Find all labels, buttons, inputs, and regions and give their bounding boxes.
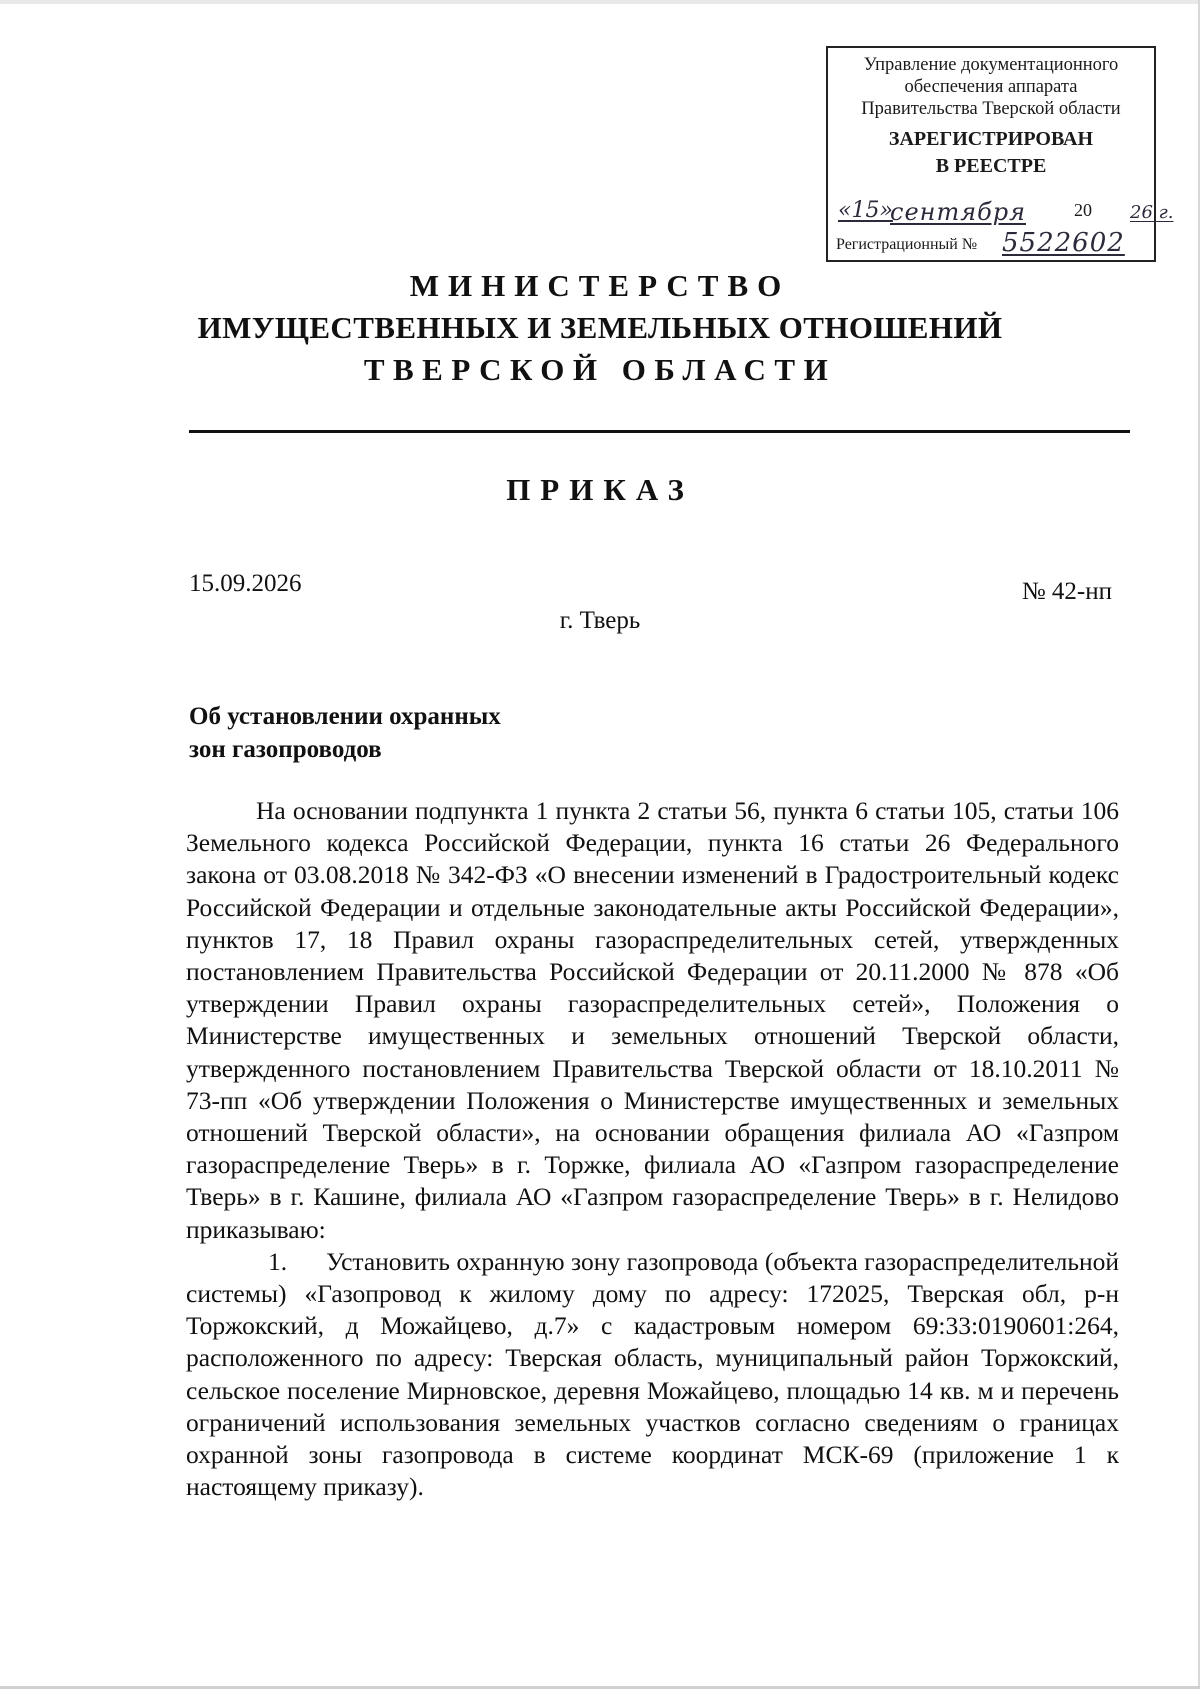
stamp-date-month: сентября bbox=[890, 198, 1027, 226]
subject-line-2: зон газопроводов bbox=[189, 736, 382, 763]
preamble-paragraph: На основании подпункта 1 пункта 2 статьи 56, пункта 6 статьи 105, статьи 106 Земельного кодекса Российской Федерации, пункта 16 статьи 26 Федерального закона от 03.08.2018 № 342-ФЗ «О внесении изменений в Градостроительный кодекс Российской Федерации и отдельные законодательные акты Российской Федерации», пунктов 17, 18 Правил охраны газораспределительных сетей, утвержденных постановлением Правительства Российской Федерации от 20.11.2000 № 878 «Об утверждении Правил охраны газораспределительных сетей», Положения о Министерстве имущественных и земельных отношений Тверской области, утвержденного постановлением Правительства Тверской области от 18.10.2011 № 73-пп «Об утверждении Положения о Министерстве имущественных и земельных отношений Тверской области», на основании обращения филиала АО «Газпром газораспределение Тверь» в г. Торжке, филиала АО «Газпром газораспределение Тверь» в г. Кашине, филиала АО «Газпром газораспределение Тверь» в г. Нелидово приказываю: bbox=[186, 796, 1119, 1244]
document-city: г. Тверь bbox=[559, 607, 641, 634]
stamp-reg-number: 5522602 bbox=[1002, 228, 1125, 258]
stamp-date-year-prefix: 20 bbox=[1074, 200, 1092, 220]
scan-edge-top bbox=[0, 0, 1200, 4]
subject-line-1: Об установлении охранных bbox=[189, 703, 501, 730]
order-item-1: 1. Установить охранную зону газопровода (объекта газораспределительной системы) «Газопровод к жилому дому по адресу: 172025, Тверская обл, р-н Торжокский, д Можайцево, д.7» с кадастровым номером 69:33:0190601:264, расположенного по адресу: Тверская область, муниципальный район Торжокский, сельское поселение Мирновское, деревня Можайцево, площадью 14 кв. м и перечень ограничений использования земельных участков согласно сведениям о границах охранной зоны газопровода в системе координат МСК-69 (приложение 1 к настоящему приказу). bbox=[186, 1246, 1119, 1502]
stamp-reg-label: Регистрационный № bbox=[836, 236, 978, 253]
stamp-date-year-suffix: 26 г. bbox=[1130, 202, 1174, 223]
document-type: ПРИКАЗ bbox=[506, 472, 694, 507]
header-divider bbox=[189, 430, 1130, 433]
ministry-title-line-3: ТВЕРСКОЙ ОБЛАСТИ bbox=[363, 352, 837, 387]
stamp-date-day: «15» bbox=[838, 198, 893, 223]
stamp-registration bbox=[836, 228, 1152, 258]
stamp-line-1: Управление документационного bbox=[863, 55, 1119, 75]
document-date: 15.09.2026 bbox=[189, 570, 302, 597]
document-number: № 42-нп bbox=[1021, 578, 1112, 605]
document-subject bbox=[189, 700, 501, 766]
ministry-title-line-2: ИМУЩЕСТВЕННЫХ И ЗЕМЕЛЬНЫХ ОТНОШЕНИЙ bbox=[197, 310, 1003, 345]
stamp-status-1: ЗАРЕГИСТРИРОВАН bbox=[888, 128, 1094, 150]
stamp-line-2: обеспечения аппарата bbox=[904, 77, 1078, 97]
ministry-title-line-1: МИНИСТЕРСТВО bbox=[409, 268, 791, 303]
document-body bbox=[186, 795, 1119, 1503]
registry-stamp bbox=[826, 46, 1174, 262]
stamp-line-3: Правительства Тверской области bbox=[861, 99, 1121, 119]
stamp-status-2: В РЕЕСТРЕ bbox=[935, 155, 1047, 177]
